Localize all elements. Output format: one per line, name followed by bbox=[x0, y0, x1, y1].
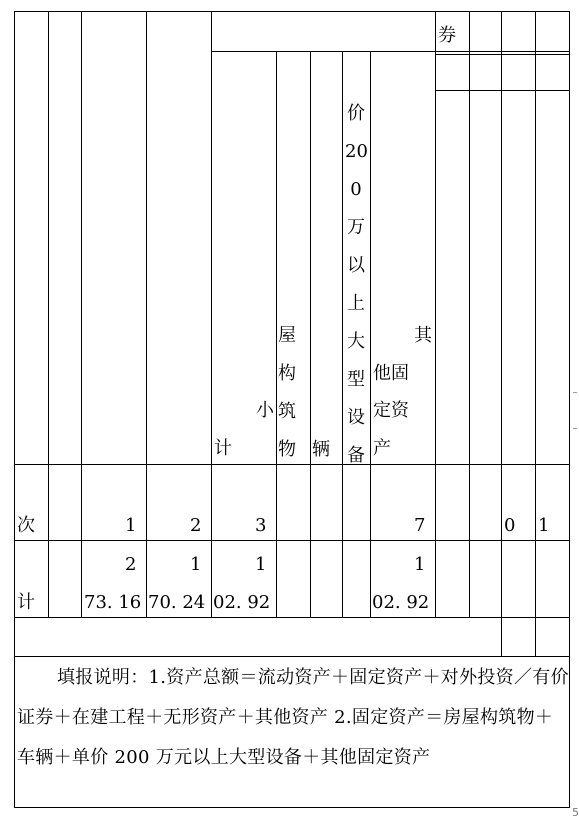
header-equipment-char: 以 bbox=[347, 255, 365, 276]
col-divider-11 bbox=[501, 11, 502, 657]
header-other-fixed-top: 其 bbox=[414, 325, 432, 346]
header-buildings-char: 物 bbox=[278, 439, 296, 460]
rule-row-ci-bottom bbox=[14, 540, 570, 541]
header-other-fixed-line2: 定资 bbox=[373, 400, 409, 421]
header-equipment-char: 20 bbox=[345, 141, 368, 162]
row-ji-label: 计 bbox=[17, 592, 35, 613]
row-ci-cell-col3: 1 bbox=[125, 515, 137, 536]
row-ji-cell-col9-top: 1 bbox=[414, 554, 426, 575]
col-divider-12 bbox=[535, 11, 536, 657]
row-ci-cell-col11: 0 bbox=[504, 515, 516, 536]
col-divider-3 bbox=[146, 11, 147, 617]
col-divider-8 bbox=[370, 51, 371, 617]
table-border-top bbox=[14, 11, 570, 12]
col-divider-4 bbox=[211, 11, 212, 617]
header-buildings-char: 筑 bbox=[278, 401, 296, 422]
table-border-bottom bbox=[14, 807, 570, 808]
header-equipment-char: 万 bbox=[347, 217, 365, 238]
header-equipment-char: 型 bbox=[347, 369, 365, 390]
table-border-left bbox=[14, 11, 15, 808]
header-securities-label: 券 bbox=[438, 25, 456, 46]
rule-empty-row-bottom bbox=[14, 656, 570, 657]
row-ci-cell-col9: 7 bbox=[414, 515, 426, 536]
row-ji-cell-col4-bottom: 70. 24 bbox=[148, 592, 206, 613]
header-vehicles-char: 辆 bbox=[312, 439, 330, 460]
col-divider-1 bbox=[48, 11, 49, 617]
rule-row-ji-bottom bbox=[14, 617, 570, 618]
row-ci-cell-col13: 1 bbox=[538, 515, 550, 536]
rule-right-group-1 bbox=[435, 54, 570, 55]
header-equipment-char: 备 bbox=[347, 445, 365, 466]
page-edge-mark bbox=[573, 392, 577, 393]
col-divider-9 bbox=[435, 11, 436, 617]
row-ji-cell-col3-top: 2 bbox=[125, 554, 137, 575]
header-equipment-char: 价 bbox=[347, 103, 365, 124]
row-ji-cell-col3-bottom: 73. 16 bbox=[84, 592, 142, 613]
page-corner-number: 5 bbox=[572, 806, 579, 819]
row-ji-cell-col5-bottom: 02. 92 bbox=[213, 592, 271, 613]
header-buildings-char: 构 bbox=[278, 363, 296, 384]
header-buildings-char: 屋 bbox=[278, 325, 296, 346]
header-subtotal-char-1: 小 bbox=[256, 400, 274, 421]
page-edge-mark bbox=[573, 428, 577, 429]
rule-header-band bbox=[211, 51, 570, 52]
header-other-fixed-line1: 他固 bbox=[373, 363, 409, 384]
rule-right-group-2 bbox=[435, 90, 570, 91]
row-ji-cell-col5-top: 1 bbox=[255, 554, 267, 575]
col-divider-10 bbox=[469, 11, 470, 617]
row-ji-cell-col4-top: 1 bbox=[190, 554, 202, 575]
col-divider-7 bbox=[342, 51, 343, 617]
header-equipment bbox=[345, 95, 367, 475]
row-ci-cell-col4: 2 bbox=[190, 515, 202, 536]
header-equipment-char: 设 bbox=[347, 407, 365, 428]
table-border-right bbox=[569, 11, 570, 808]
col-divider-6 bbox=[310, 51, 311, 617]
header-subtotal-char-2: 计 bbox=[214, 438, 232, 459]
filling-instructions: 填报说明：1.资产总额＝流动资产＋固定资产＋对外投资／有价证券＋在建工程＋无形资产＋其他资产 2.固定资产＝房屋构筑物＋车辆＋单价 200 万元以上大型设备＋其他固定资产 bbox=[17, 667, 569, 768]
row-ci-cell-col5: 3 bbox=[255, 515, 267, 536]
header-equipment-char: 上 bbox=[347, 293, 365, 314]
row-ci-label: 次 bbox=[17, 515, 35, 536]
col-divider-2 bbox=[81, 11, 82, 617]
header-equipment-char: 0 bbox=[350, 179, 362, 200]
header-vehicles bbox=[311, 431, 331, 469]
header-other-fixed-line3: 产 bbox=[373, 438, 391, 459]
header-buildings bbox=[277, 317, 297, 469]
row-ji-cell-col9-bottom: 02. 92 bbox=[372, 592, 430, 613]
header-equipment-char: 大 bbox=[347, 331, 365, 352]
